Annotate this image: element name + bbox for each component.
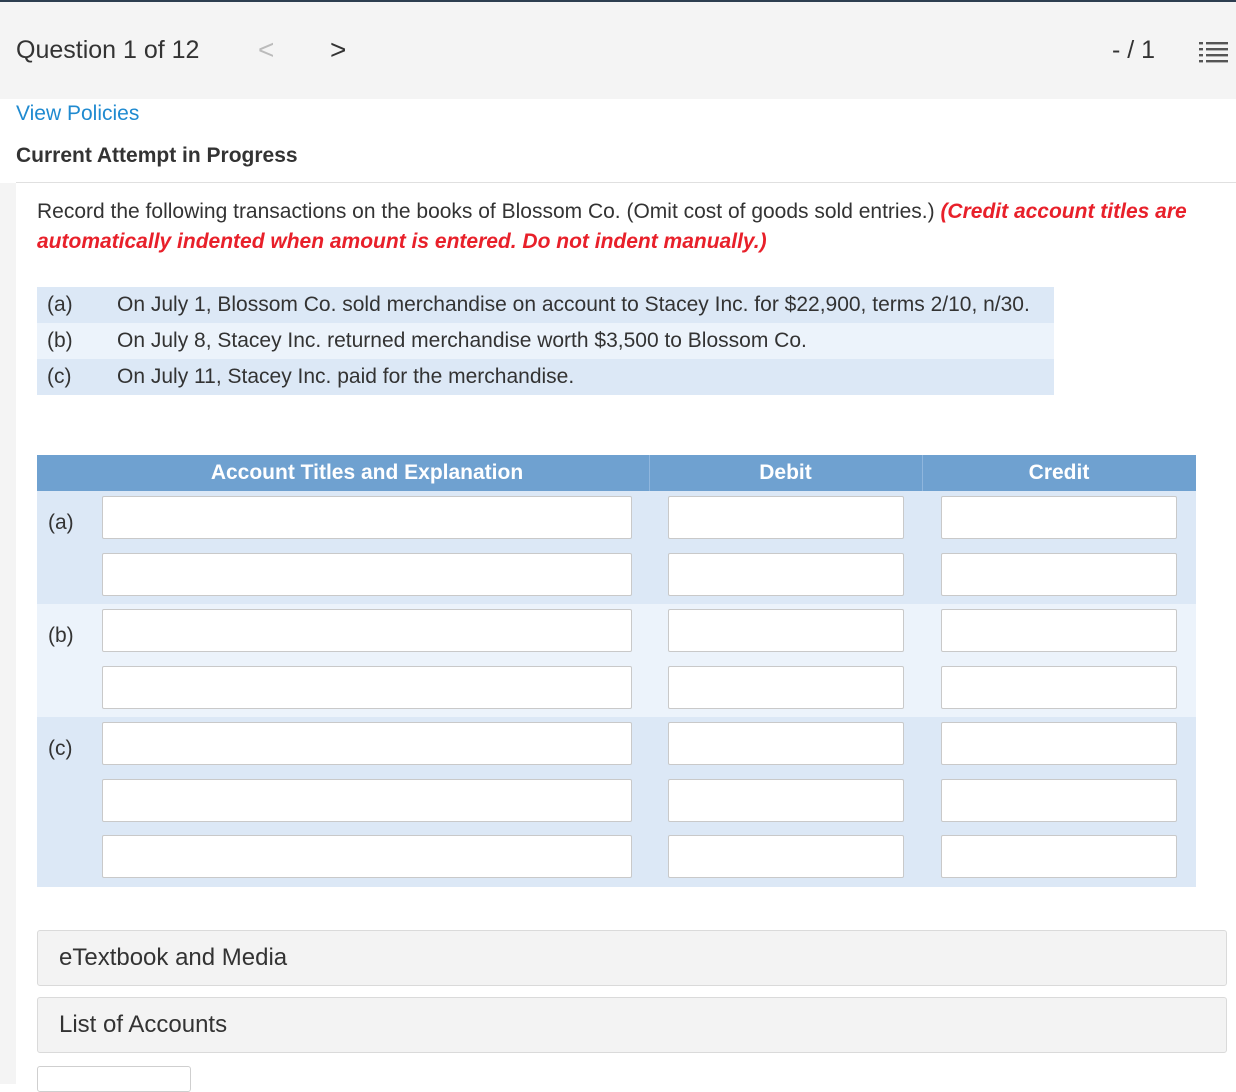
credit-input[interactable]	[941, 553, 1177, 596]
transaction-text: On July 8, Stacey Inc. returned merchandise worth $3,500 to Blossom Co.	[117, 329, 807, 352]
transaction-text: On July 1, Blossom Co. sold merchandise on account to Stacey Inc. for $22,900, terms 2/10, n/30.	[117, 293, 1030, 316]
account-title-input[interactable]	[102, 553, 632, 596]
question-instructions	[37, 197, 1227, 257]
credit-input[interactable]	[941, 496, 1177, 539]
journal-letter: (b)	[48, 624, 74, 647]
journal-group-b	[37, 604, 1196, 717]
journal-entry-table	[37, 455, 1196, 887]
instructions-text: Record the following transactions on the books of Blossom Co. (Omit cost of goods sold entries.)	[37, 200, 941, 223]
previous-question-button[interactable]: <	[258, 34, 275, 65]
account-title-input[interactable]	[102, 835, 632, 878]
journal-row	[37, 830, 1196, 886]
credit-input[interactable]	[941, 835, 1177, 878]
credit-input[interactable]	[941, 666, 1177, 709]
account-title-input[interactable]	[102, 722, 632, 765]
transaction-row	[37, 359, 1054, 395]
journal-row	[37, 774, 1196, 830]
account-title-input[interactable]	[102, 779, 632, 822]
account-titles-header: Account Titles and Explanation	[210, 461, 524, 484]
credit-input[interactable]	[941, 722, 1177, 765]
next-question-button[interactable]: >	[330, 34, 347, 65]
partial-button[interactable]	[37, 1066, 191, 1092]
credit-input[interactable]	[941, 609, 1177, 652]
journal-group-c	[37, 717, 1196, 887]
indent-note: (Credit account titles are automatically indented when amount is entered. Do not indent manually.)	[37, 200, 1187, 253]
debit-input[interactable]	[668, 722, 904, 765]
list-of-accounts-label: List of Accounts	[59, 1011, 228, 1038]
account-title-input[interactable]	[102, 666, 632, 709]
debit-input[interactable]	[668, 609, 904, 652]
attempt-status: Current Attempt in Progress	[16, 144, 298, 167]
journal-row	[37, 548, 1196, 604]
etextbook-media-panel[interactable]	[37, 930, 1227, 986]
journal-row	[37, 604, 1196, 660]
debit-input[interactable]	[668, 779, 904, 822]
journal-letter: (a)	[48, 511, 74, 534]
debit-header: Debit	[759, 461, 812, 484]
account-title-input[interactable]	[102, 496, 632, 539]
transactions-list	[37, 287, 1054, 395]
account-title-input[interactable]	[102, 609, 632, 652]
question-score: - / 1	[1112, 36, 1156, 64]
debit-input[interactable]	[668, 666, 904, 709]
debit-input[interactable]	[668, 553, 904, 596]
journal-group-a	[37, 491, 1196, 604]
list-of-accounts-panel[interactable]	[37, 997, 1227, 1053]
view-policies-link[interactable]: View Policies	[16, 102, 140, 125]
journal-row	[37, 717, 1196, 773]
transaction-text: On July 11, Stacey Inc. paid for the merchandise.	[117, 365, 575, 388]
left-gutter	[0, 183, 16, 1084]
journal-row	[37, 491, 1196, 547]
question-header	[0, 2, 1236, 99]
debit-input[interactable]	[668, 496, 904, 539]
question-list-icon[interactable]	[1198, 40, 1228, 66]
transaction-letter: (b)	[47, 329, 73, 352]
debit-input[interactable]	[668, 835, 904, 878]
transaction-letter: (a)	[47, 293, 73, 316]
question-counter: Question 1 of 12	[16, 36, 200, 64]
journal-letter: (c)	[48, 737, 73, 760]
journal-header-row	[37, 455, 1196, 491]
transaction-letter: (c)	[47, 365, 72, 388]
journal-row	[37, 661, 1196, 717]
etextbook-media-label: eTextbook and Media	[59, 944, 288, 971]
credit-header: Credit	[1028, 461, 1090, 484]
divider	[16, 182, 1236, 183]
transaction-row	[37, 323, 1054, 359]
transaction-row	[37, 287, 1054, 323]
credit-input[interactable]	[941, 779, 1177, 822]
